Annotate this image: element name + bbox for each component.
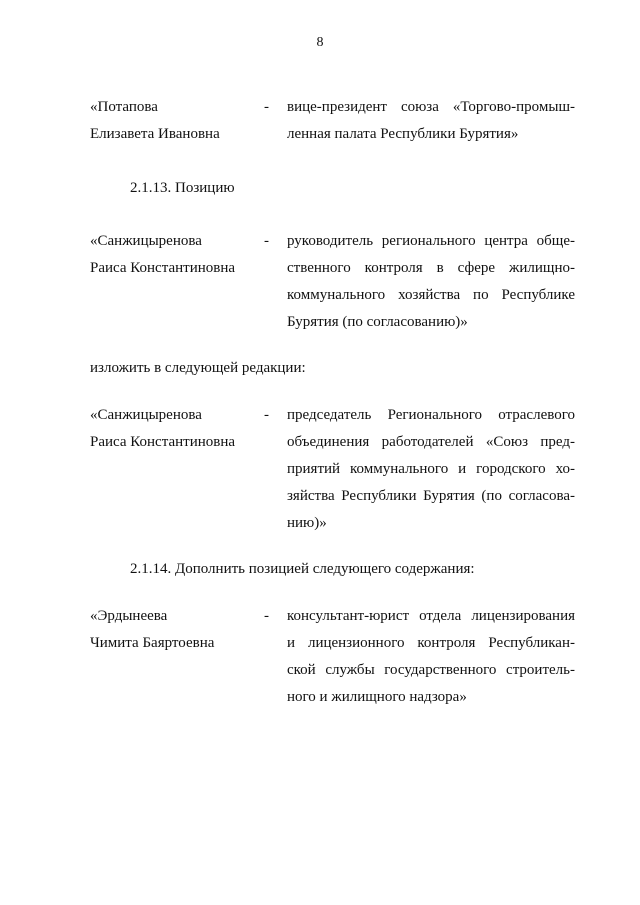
separator-dash: - (264, 608, 269, 624)
instruction-text: изложить в следующей редакции: (90, 360, 306, 376)
page-number: 8 (316, 35, 324, 50)
section-heading-2-1-14: 2.1.14. Дополнить позицией следующего содержания: (130, 561, 475, 577)
person-name: «Потапова Елизавета Ивановна (90, 99, 220, 142)
position-description: председатель Регионального отраслевого объединения работодателей «Союз пред- приятий коммунального и городского хо- зяйства Республики Бурятия (по согласова- нию)» (287, 407, 575, 531)
person-name: «Санжицыренова Раиса Константиновна (90, 233, 236, 276)
person-name: «Эрдынеева Чимита Баяртоевна (90, 608, 215, 651)
position-description: вице-президент союза «Торгово-промыш- ленная палата Республики Бурятия» (287, 99, 575, 142)
person-name: «Санжицыренова Раиса Константиновна (90, 407, 236, 450)
position-description: руководитель регионального центра обще- ственного контроля в сфере жилищно- коммунального хозяйства по Республике Бурятия (по согласованию)» (287, 233, 575, 330)
position-description: консультант-юрист отдела лицензирования и лицензионного контроля Республикан- ской службы государственного строитель- ного и жилищного надзора» (287, 608, 575, 705)
separator-dash: - (264, 99, 269, 115)
separator-dash: - (264, 233, 269, 249)
section-heading-2-1-13: 2.1.13. Позицию (130, 180, 235, 196)
separator-dash: - (264, 407, 269, 423)
